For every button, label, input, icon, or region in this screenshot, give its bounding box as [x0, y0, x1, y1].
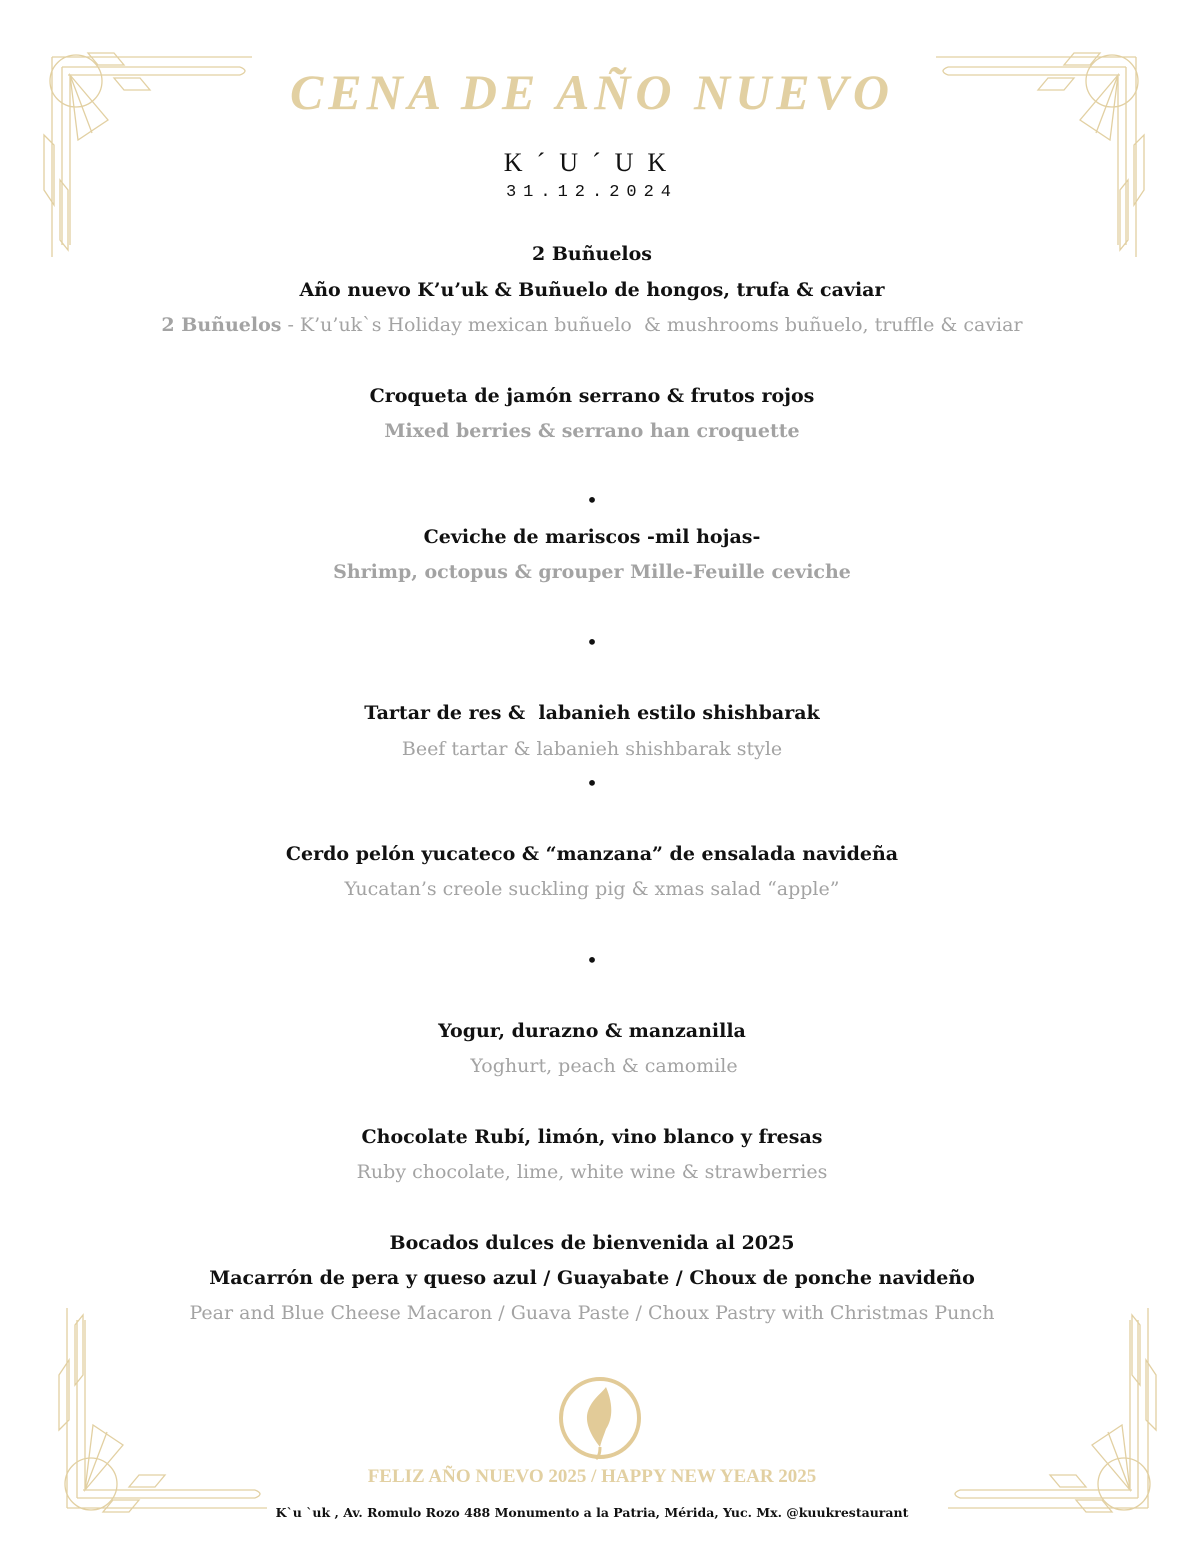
course-8-english: Pear and Blue Cheese Macaron / Guava Paste / Choux Pastry with Christmas Punch — [189, 1302, 995, 1324]
new-year-greeting: FELIZ AÑO NUEVO 2025 / HAPPY NEW YEAR 2025 — [367, 1466, 817, 1487]
separator-dot: • — [586, 771, 598, 795]
course-6-spanish: Yogur, durazno & manzanilla — [438, 1020, 746, 1042]
restaurant-name: K´U´UK — [503, 148, 681, 177]
course-6-english: Yoghurt, peach & camomile — [470, 1055, 738, 1077]
course-1-english-text: - K’u’uk`s Holiday mexican buñuelo & mushrooms buñuelo, truffle & caviar — [281, 314, 1023, 336]
separator-dot: • — [586, 948, 598, 972]
menu-date: 31.12.2024 — [505, 183, 679, 202]
course-8-subtitle: Macarrón de pera y queso azul / Guayabate / Choux de ponche navideño — [209, 1267, 975, 1289]
course-2-english: Mixed berries & serrano han croquette — [384, 420, 800, 442]
course-5-english: Yucatan’s creole suckling pig & xmas salad “apple” — [344, 878, 840, 900]
course-3-spanish: Ceviche de mariscos -mil hojas- — [423, 526, 761, 548]
course-1-subtitle: Año nuevo K’u’uk & Buñuelo de hongos, trufa & caviar — [299, 279, 885, 301]
restaurant-address: K`u `uk , Av. Romulo Rozo 488 Monumento a la Patria, Mérida, Yuc. Mx. @kuukrestaurant — [275, 1505, 909, 1520]
course-5-spanish: Cerdo pelón yucateco & “manzana” de ensalada navideña — [285, 843, 899, 865]
menu-title: CENA DE AÑO NUEVO — [289, 64, 895, 120]
course-7-spanish: Chocolate Rubí, limón, vino blanco y fresas — [361, 1126, 823, 1148]
course-2-spanish: Croqueta de jamón serrano & frutos rojos — [369, 385, 815, 407]
course-3-english: Shrimp, octopus & grouper Mille-Feuille ceviche — [333, 561, 851, 583]
separator-dot: • — [586, 488, 598, 512]
course-8-title: Bocados dulces de bienvenida al 2025 — [389, 1232, 795, 1254]
course-1-english — [0, 312, 1184, 338]
course-1-title: 2 Buñuelos — [531, 243, 652, 265]
separator-dot: • — [586, 630, 598, 654]
course-4-spanish: Tartar de res & labanieh estilo shishbarak — [364, 702, 820, 724]
course-4-english: Beef tartar & labanieh shishbarak style — [401, 738, 783, 760]
leaf-logo-icon — [556, 1375, 644, 1461]
course-7-english: Ruby chocolate, lime, white wine & strawberries — [356, 1161, 828, 1183]
course-1-english-prefix: 2 Buñuelos — [161, 314, 282, 336]
